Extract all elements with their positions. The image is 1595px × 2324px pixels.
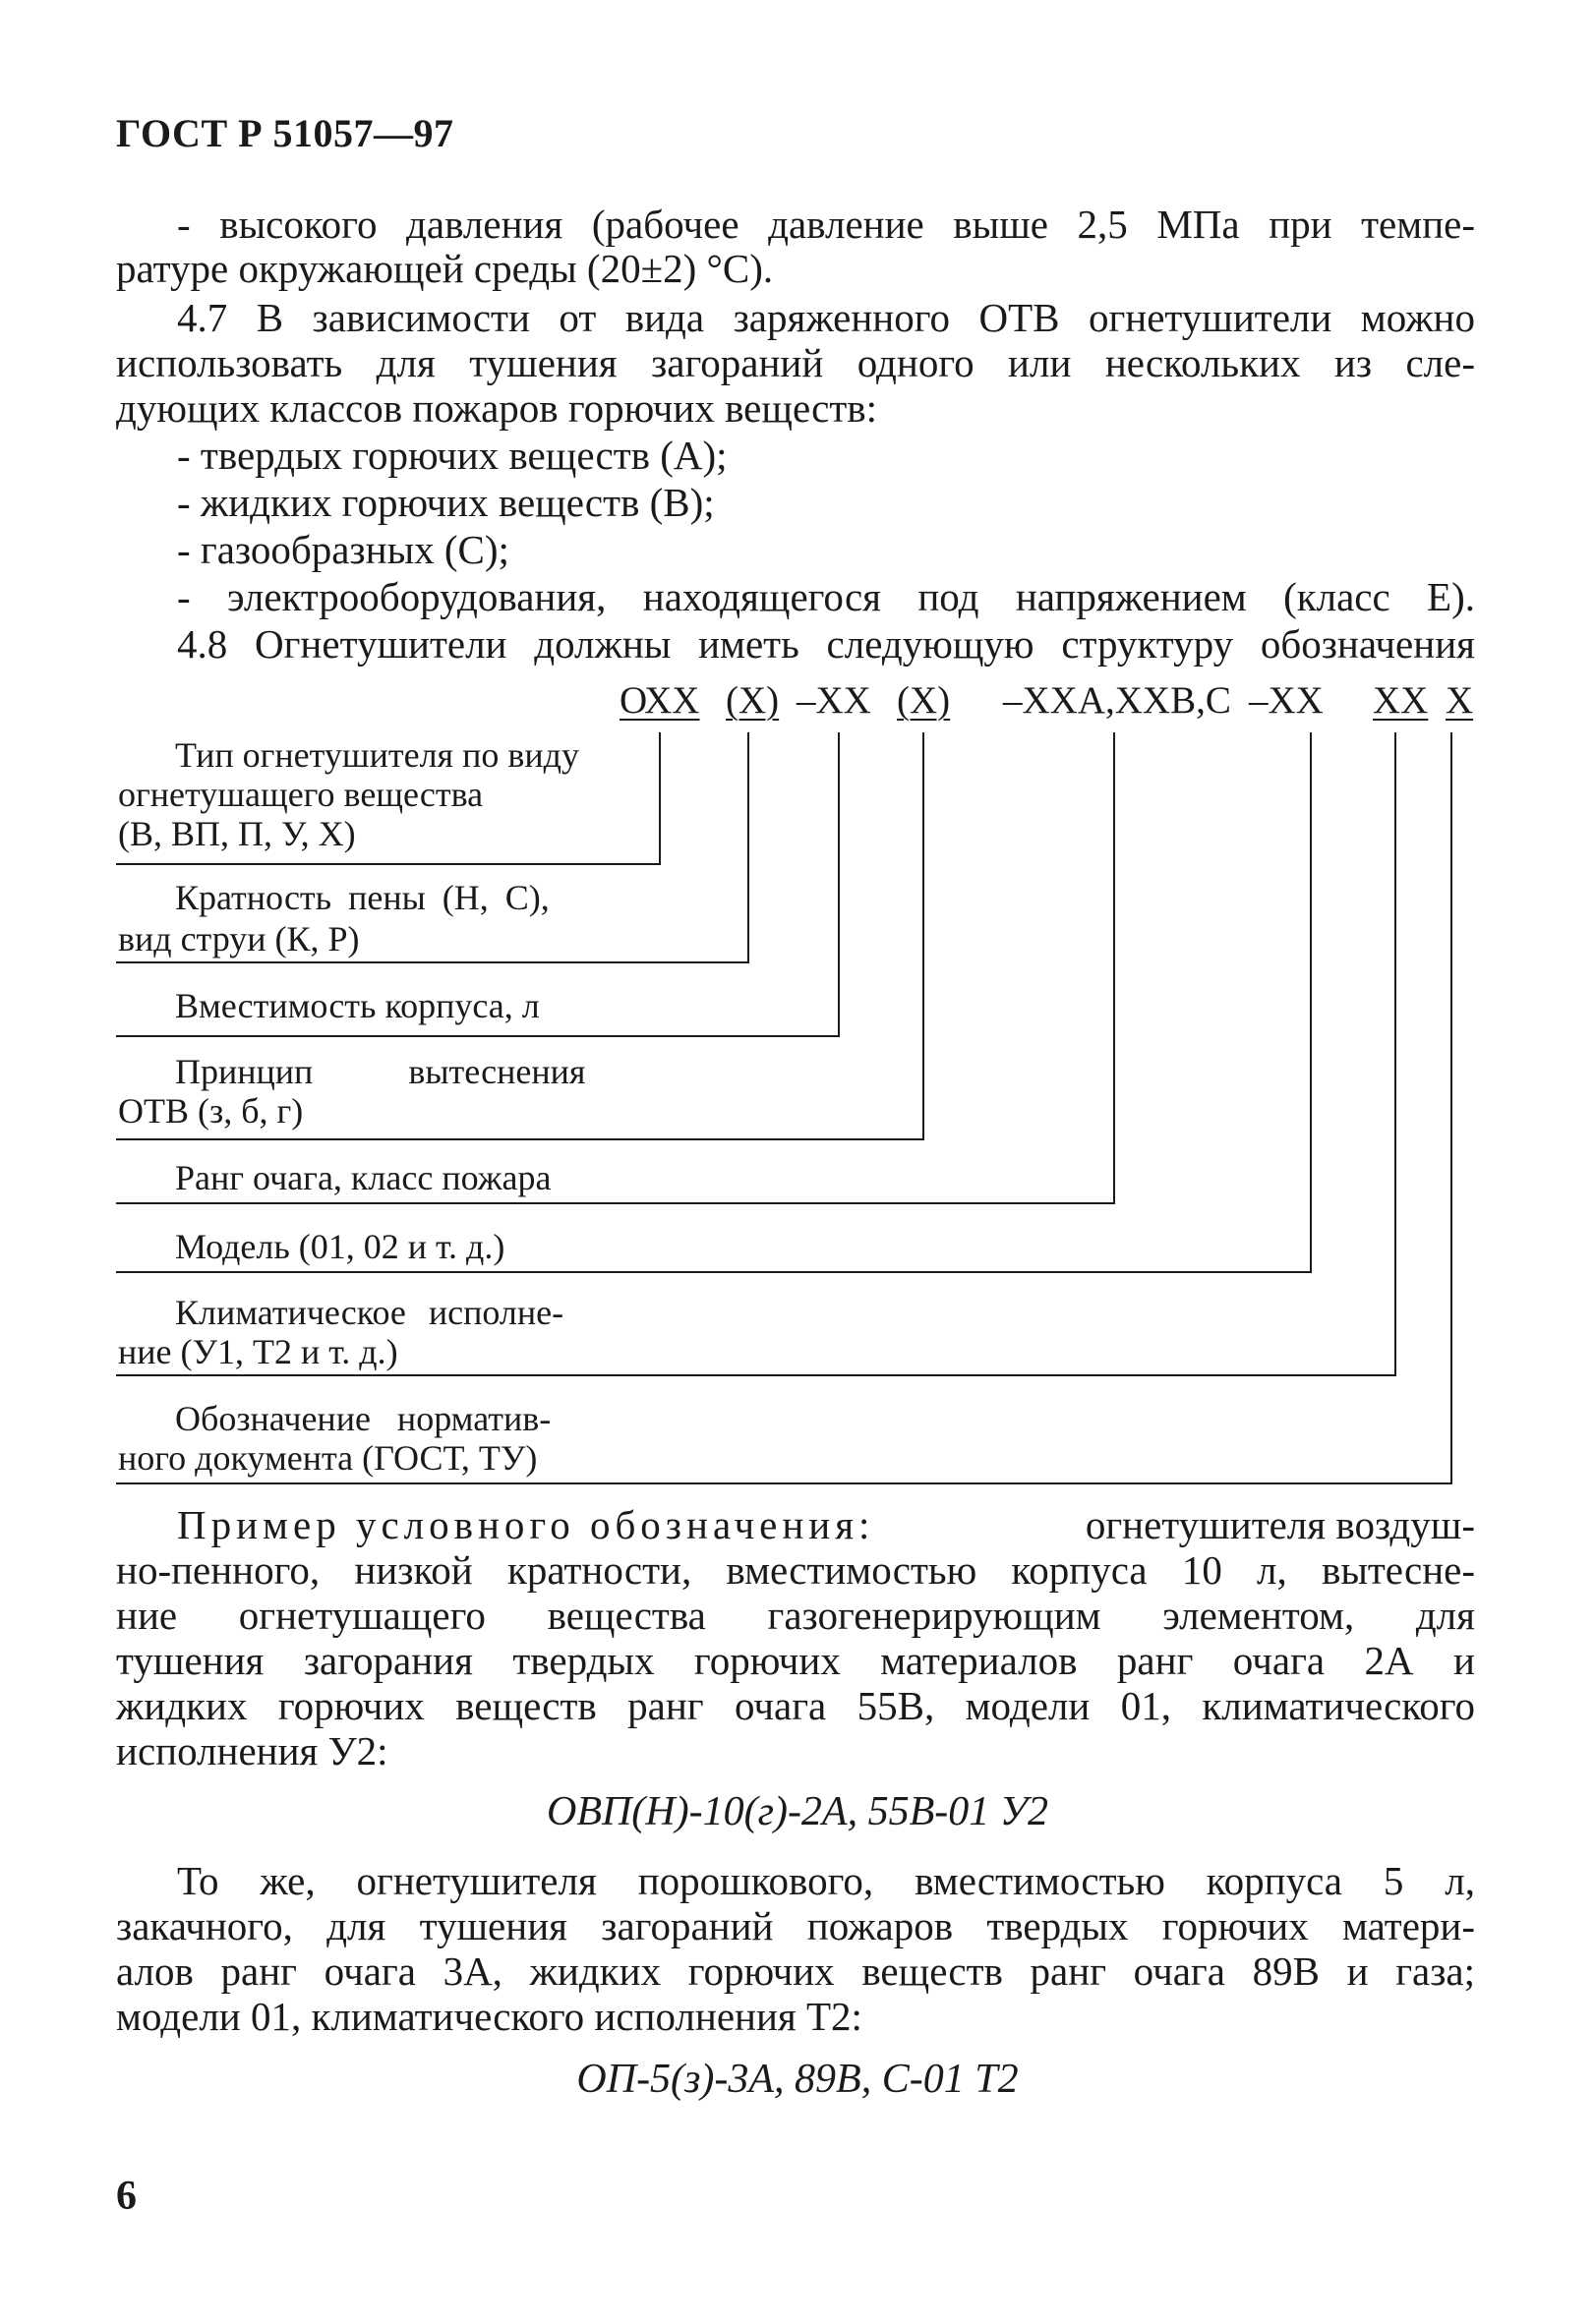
intro-line: ратуре окружающей среды (20±2) °С). [116, 246, 774, 291]
example-2-line: То же, огнетушителя порошкового, вместимостью корпуса 5 л, [177, 1858, 1475, 1903]
example-2-line: закачного, для тушения загораний пожаров твердых горючих матери- [116, 1903, 1475, 1948]
label-expulsion-principle: ОТВ (з, б, г) [118, 1091, 304, 1131]
code-part-volume: –ХХ [797, 679, 871, 722]
label-extinguisher-type: огнетушащего вещества [118, 775, 484, 814]
label-expulsion-principle: Принцип вытеснения [175, 1052, 586, 1091]
section-4-7-line: дующих классов пожаров горючих веществ: [116, 385, 878, 431]
fire-class-item: - газообразных (С); [177, 527, 509, 572]
fire-class-item: - твердых горючих веществ (А); [177, 433, 728, 478]
example-1-line: ние огнетушащего вещества газогенерирующим элементом, для [116, 1593, 1475, 1638]
example-1-line: но-пенного, низкой кратности, вместимостью корпуса 10 л, вытесне- [116, 1547, 1475, 1593]
connector-line [116, 863, 661, 865]
label-climatic-version: ние (У1, Т2 и т. д.) [118, 1332, 398, 1371]
connector-line [1394, 732, 1396, 1376]
connector-line [1113, 732, 1115, 1204]
label-extinguisher-type: Тип огнетушителя по виду [175, 735, 579, 775]
example-1-formula: ОВП(Н)-10(г)-2А, 55В-01 У2 [546, 1789, 1048, 1834]
label-normative-document: ного документа (ГОСТ, ТУ) [118, 1438, 538, 1478]
intro-line: - высокого давления (рабочее давление выше 2,5 МПа при темпе- [177, 202, 1475, 247]
code-part-model: –ХХ [1249, 679, 1324, 722]
standard-header: ГОСТ Р 51057—97 [116, 111, 454, 155]
connector-line [116, 1482, 1452, 1484]
label-fire-rank: Ранг очага, класс пожара [175, 1158, 552, 1197]
label-body-volume: Вместимость корпуса, л [175, 986, 540, 1025]
label-normative-document: Обозначение норматив- [175, 1399, 552, 1438]
fire-class-item: - электрооборудования, находящегося под напряжением (класс Е). [177, 574, 1475, 619]
connector-line [116, 1138, 924, 1140]
code-part-document: Х [1446, 679, 1474, 722]
connector-line [116, 961, 749, 963]
example-lead: Пример условного обозначения: [177, 1502, 875, 1547]
fire-class-item: - жидких горючих веществ (В); [177, 480, 715, 525]
connector-line [116, 1374, 1396, 1376]
label-extinguisher-type: (В, ВП, П, У, Х) [118, 814, 356, 853]
example-text: огнетушителя воздуш- [1085, 1502, 1475, 1547]
example-2-line: модели 01, климатического исполнения Т2: [116, 1994, 862, 2039]
connector-line [922, 732, 924, 1140]
connector-line [1310, 732, 1312, 1273]
connector-line [116, 1271, 1312, 1273]
label-model: Модель (01, 02 и т. д.) [175, 1227, 505, 1266]
connector-line [838, 732, 840, 1037]
section-4-7-line: 4.7 В зависимости от вида заряженного ОТВ огнетушители можно [177, 295, 1475, 340]
section-4-8-line: 4.8 Огнетушители должны иметь следующую структуру обозначения [177, 621, 1475, 667]
code-part-type: ОХХ [620, 679, 700, 722]
example-1-first-line [177, 1502, 1475, 1547]
example-1-line: исполнения У2: [116, 1728, 388, 1773]
code-part-climate: ХХ [1373, 679, 1429, 722]
section-4-7-line: использовать для тушения загораний одного или нескольких из сле- [116, 340, 1475, 385]
code-part-foam: (Х) [726, 679, 780, 722]
code-part-rank: –ХХА,ХХВ,С [1003, 679, 1231, 722]
connector-line [116, 1202, 1115, 1204]
example-1-line: тушения загорания твердых горючих материалов ранг очага 2А и [116, 1638, 1475, 1683]
connector-line [659, 732, 661, 865]
code-part-expulsion: (Х) [897, 679, 951, 722]
connector-line [116, 1035, 840, 1037]
example-2-formula: ОП-5(з)-3А, 89В, С-01 Т2 [576, 2057, 1019, 2102]
example-2-line: алов ранг очага 3А, жидких горючих веществ ранг очага 89В и газа; [116, 1948, 1475, 1994]
connector-line [1450, 732, 1452, 1484]
label-climatic-version: Климатическое исполне- [175, 1293, 564, 1332]
connector-line [747, 732, 749, 963]
label-foam-ratio: вид струи (К, Р) [118, 919, 360, 959]
label-foam-ratio: Кратность пены (Н, С), [175, 878, 550, 917]
page-number: 6 [116, 2174, 137, 2219]
example-1-line: жидких горючих веществ ранг очага 55В, модели 01, климатического [116, 1683, 1475, 1728]
